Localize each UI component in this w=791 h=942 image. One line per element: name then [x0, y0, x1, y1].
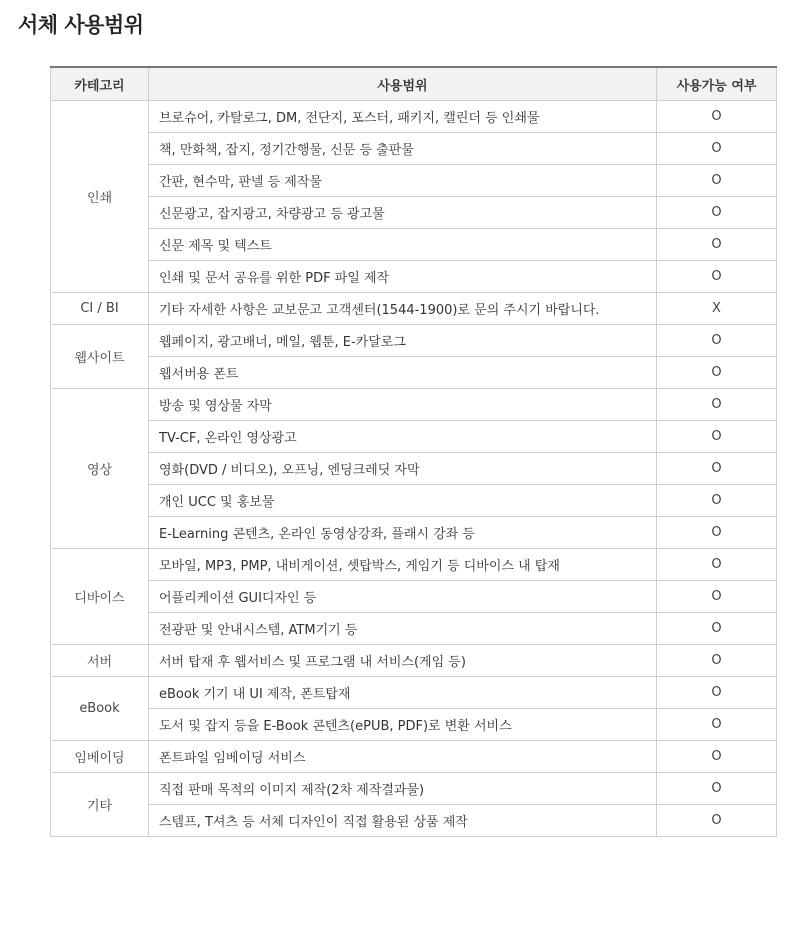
table-row — [51, 741, 777, 773]
availability-cell: O — [657, 581, 777, 613]
category-cell: 서버 — [51, 645, 149, 677]
category-cell: 임베이딩 — [51, 741, 149, 773]
table-row — [51, 549, 777, 581]
availability-cell: O — [657, 517, 777, 549]
scope-cell: 신문 제목 및 텍스트 — [149, 229, 657, 261]
table-row — [51, 357, 777, 389]
availability-cell: O — [657, 229, 777, 261]
table-row — [51, 645, 777, 677]
table-row — [51, 517, 777, 549]
availability-cell: O — [657, 421, 777, 453]
availability-cell: O — [657, 613, 777, 645]
scope-cell: E-Learning 콘텐츠, 온라인 동영상강좌, 플래시 강좌 등 — [149, 517, 657, 549]
category-cell: 인쇄 — [51, 101, 149, 293]
scope-cell: 방송 및 영상물 자막 — [149, 389, 657, 421]
table-row — [51, 709, 777, 741]
table-body — [51, 101, 777, 837]
table-row — [51, 421, 777, 453]
table-row — [51, 133, 777, 165]
availability-cell: O — [657, 773, 777, 805]
availability-cell: O — [657, 741, 777, 773]
table-row — [51, 229, 777, 261]
category-cell: 기타 — [51, 773, 149, 837]
scope-cell: 웹서버용 폰트 — [149, 357, 657, 389]
availability-cell: O — [657, 677, 777, 709]
scope-cell: 인쇄 및 문서 공유를 위한 PDF 파일 제작 — [149, 261, 657, 293]
header-category: 카테고리 — [51, 67, 149, 101]
scope-cell: 기타 자세한 사항은 교보문고 고객센터(1544-1900)로 문의 주시기 바랍니다. — [149, 293, 657, 325]
scope-cell: 직접 판매 목적의 이미지 제작(2차 제작결과물) — [149, 773, 657, 805]
availability-cell: O — [657, 549, 777, 581]
scope-cell: 스템프, T셔츠 등 서체 디자인이 직접 활용된 상품 제작 — [149, 805, 657, 837]
scope-cell: TV-CF, 온라인 영상광고 — [149, 421, 657, 453]
scope-cell: 모바일, MP3, PMP, 내비게이션, 셋탑박스, 게임기 등 디바이스 내 탑재 — [149, 549, 657, 581]
table-row — [51, 805, 777, 837]
availability-cell: O — [657, 101, 777, 133]
scope-cell: 브로슈어, 카탈로그, DM, 전단지, 포스터, 패키지, 캘린더 등 인쇄물 — [149, 101, 657, 133]
availability-cell: O — [657, 389, 777, 421]
table-row — [51, 261, 777, 293]
scope-cell: 폰트파일 임베이딩 서비스 — [149, 741, 657, 773]
table-row — [51, 677, 777, 709]
scope-cell: 도서 및 잡지 등을 E-Book 콘텐츠(ePUB, PDF)로 변환 서비스 — [149, 709, 657, 741]
availability-cell: O — [657, 485, 777, 517]
category-cell: 디바이스 — [51, 549, 149, 645]
availability-cell: O — [657, 805, 777, 837]
table-row — [51, 197, 777, 229]
table-row — [51, 581, 777, 613]
scope-cell: 어플리케이션 GUI디자인 등 — [149, 581, 657, 613]
table-row — [51, 293, 777, 325]
scope-cell: 서버 탑재 후 웹서비스 및 프로그램 내 서비스(게임 등) — [149, 645, 657, 677]
availability-cell: O — [657, 357, 777, 389]
page-title: 서체 사용범위 — [18, 13, 144, 37]
header-availability: 사용가능 여부 — [657, 67, 777, 101]
category-cell: CI / BI — [51, 293, 149, 325]
availability-cell: O — [657, 261, 777, 293]
table-row — [51, 165, 777, 197]
table-row — [51, 389, 777, 421]
availability-cell: O — [657, 453, 777, 485]
availability-cell: O — [657, 645, 777, 677]
availability-cell: O — [657, 197, 777, 229]
scope-cell: 개인 UCC 및 홍보물 — [149, 485, 657, 517]
scope-cell: 간판, 현수막, 판넬 등 제작물 — [149, 165, 657, 197]
header-scope: 사용범위 — [149, 67, 657, 101]
availability-cell: O — [657, 709, 777, 741]
availability-cell: O — [657, 133, 777, 165]
table-row — [51, 773, 777, 805]
table-row — [51, 101, 777, 133]
scope-cell: 신문광고, 잡지광고, 차량광고 등 광고물 — [149, 197, 657, 229]
availability-cell: O — [657, 325, 777, 357]
scope-cell: 영화(DVD / 비디오), 오프닝, 엔딩크레딧 자막 — [149, 453, 657, 485]
scope-cell: 웹페이지, 광고배너, 메일, 웹툰, E-카달로그 — [149, 325, 657, 357]
table-header-row — [51, 67, 777, 101]
category-cell: eBook — [51, 677, 149, 741]
usage-scope-table — [50, 66, 777, 837]
availability-cell: O — [657, 165, 777, 197]
table-row — [51, 453, 777, 485]
table-row — [51, 325, 777, 357]
table-row — [51, 613, 777, 645]
availability-cell: X — [657, 293, 777, 325]
scope-cell: 전광판 및 안내시스템, ATM기기 등 — [149, 613, 657, 645]
category-cell: 영상 — [51, 389, 149, 549]
category-cell: 웹사이트 — [51, 325, 149, 389]
scope-cell: eBook 기기 내 UI 제작, 폰트탑재 — [149, 677, 657, 709]
table-row — [51, 485, 777, 517]
scope-cell: 책, 만화책, 잡지, 정기간행물, 신문 등 출판물 — [149, 133, 657, 165]
